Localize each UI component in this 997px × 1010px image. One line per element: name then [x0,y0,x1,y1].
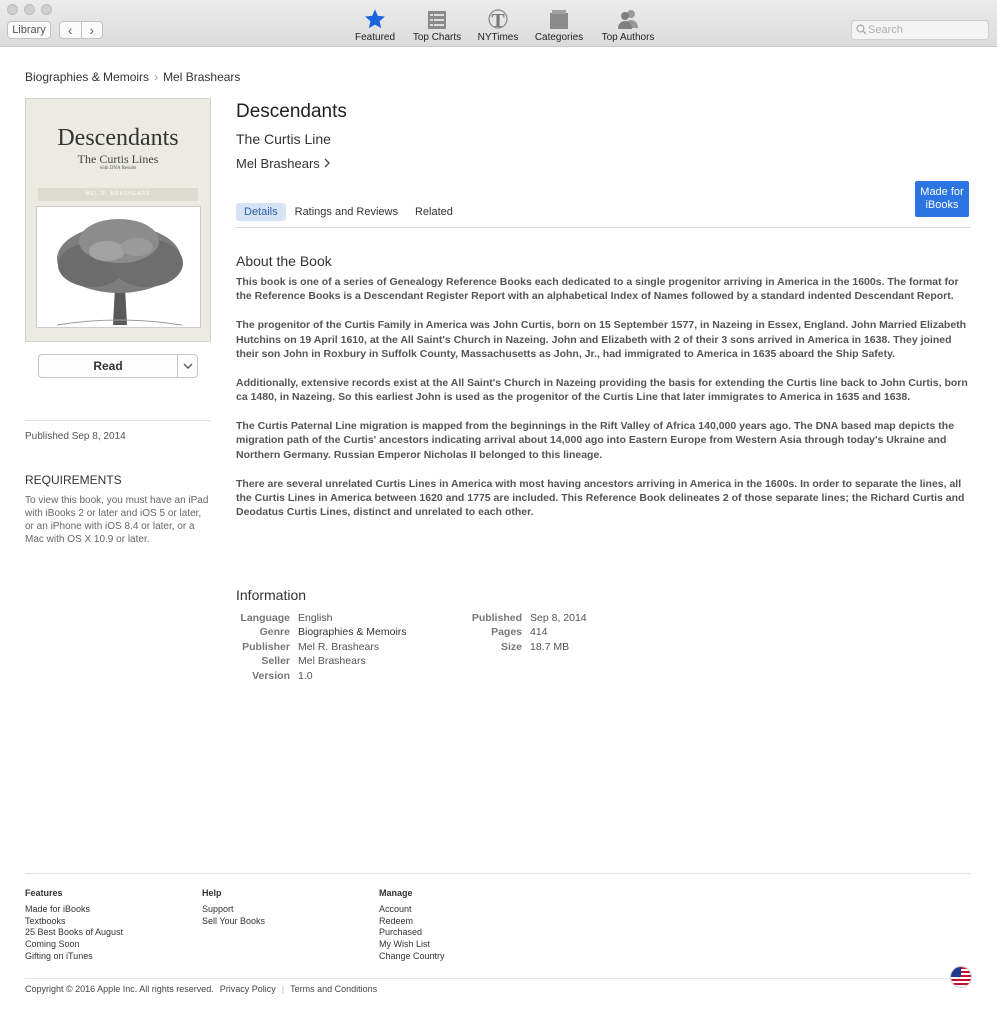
read-button[interactable] [38,354,198,378]
info-row [236,611,407,625]
detail-tabs [236,203,462,221]
about-paragraph: There are several unrelated Curtis Lines in America with most having ancestors arriving in America in the 1600s. In order to separate the lines, all the Curtis Lines in America between 1620 and 1775 are included. This Reference Book delineates 2 of those separate lines; the Richard Curtis and Deodatus Curtis Lines, distinct and unrelated to each other. [236,477,965,519]
back-button[interactable]: ‹ [67,22,73,38]
copyright-bar [25,984,377,994]
breadcrumb [25,70,240,84]
about-paragraph: The progenitor of the Curtis Family in America was John Curtis, born on 15 September 1577, in Nazeing in Essex, England. John Married Elizabeth Hutchins on 19 April 1610, at the All Saint's Church in Nazeing. John and Elizabeth with 2 of their 3 sons arrived in America in 1638. They joined their son John in Roxbury in Suffolk County, Massachusetts as John, Jr., had immigrated to America in 1635 aboard the Ship Safety. [236,319,967,361]
forward-button[interactable]: › [81,22,103,38]
tree-icon [37,207,200,327]
toolbar-item-featured[interactable]: Featured [355,6,395,43]
star-icon [364,8,386,30]
terms-link[interactable]: Terms and Conditions [290,984,378,994]
footer-column-features [25,888,123,963]
cover-subtitle: The Curtis Lines [77,152,159,166]
footer-link[interactable]: My Wish List [379,939,431,950]
requirements-heading: REQUIREMENTS [25,473,122,487]
requirements-text: To view this book, you must have an iPad with iBooks 2 or later and iOS 5 or later, or an iPhone with iOS 8.4 or later, or a Mac with OS X 10.9 or later. [25,495,209,545]
footer-divider [25,978,971,979]
toolbar-item-nytimes[interactable]: T NYTimes [477,10,519,43]
read-button-label: Read [93,359,123,373]
info-key: Published [471,612,522,624]
footer-link[interactable]: Redeem [379,915,414,926]
zoom-window-button[interactable] [41,4,52,15]
book-title: Descendants [236,101,347,122]
toolbar-item-top-charts[interactable]: Top Charts [411,6,463,43]
about-paragraph: This book is one of a series of Genealogy Reference Books each dedicated to a single progenitor arriving in America in the 1600s. The format for the Reference Books is a Descendant Register Report with an alphabetical Index of Names followed by a standard indented Descendant Report. [236,276,959,303]
cover-tree-illustration [36,206,201,328]
info-row [460,611,587,625]
footer-link[interactable]: Gifting on iTunes [25,950,93,961]
tab-details[interactable]: Details [236,203,286,221]
footer-link[interactable]: Support [202,903,234,914]
made-for-ibooks-badge: Made for iBooks [915,181,969,217]
tab-divider [236,227,971,228]
info-row [236,669,407,683]
footer-heading: Features [25,888,63,898]
footer-link[interactable]: Sell Your Books [202,915,266,926]
books-icon [548,8,570,30]
footer-link[interactable]: 25 Best Books of August [25,927,124,938]
toolbar-item-top-authors[interactable]: Top Authors [600,6,656,43]
search-icon [856,24,867,35]
information-left-table [236,611,407,683]
toolbar [0,0,997,47]
footer-column-manage [379,888,445,963]
info-row [460,625,587,639]
footer-link[interactable]: Textbooks [25,915,66,926]
footer-link[interactable]: Made for iBooks [25,903,91,914]
search-input[interactable] [851,20,989,40]
list-icon [427,10,447,30]
privacy-policy-link[interactable]: Privacy Policy [219,984,276,994]
information-right-table [460,611,587,654]
author-name: Mel Brashears [236,156,320,171]
us-flag-graphic [951,967,972,988]
footer-heading: Help [202,888,222,898]
people-icon [616,8,640,30]
info-value: Sep 8, 2014 [530,612,587,624]
nytimes-icon [487,8,509,30]
footer-separator: | [281,984,285,994]
tab-related[interactable]: Related [414,206,453,218]
info-row [460,640,587,654]
about-paragraph: The Curtis Paternal Line migration is mapped from the beginnings in the Rift Valley of Africa 140,000 years ago. The DNA based map depicts the migration path of the Curtis' ancestors indicating arrival about 14,000 ago into Eastern Europe from Western Asia through today's Ukraine and Northern Germany. Russian Emperor Nicholas II belonged to this lineage. [236,420,955,461]
info-key: Seller [261,655,290,668]
toolbar-item-categories[interactable]: Categories [533,6,585,43]
footer-link[interactable]: Purchased [379,927,423,938]
info-key: Pages [491,626,522,639]
divider [25,420,211,421]
info-row [236,654,407,668]
close-window-button[interactable] [7,4,18,15]
cover-title: Descendants [57,125,179,151]
info-key: Version [252,669,290,682]
information-heading: Information [236,587,307,603]
book-subtitle: The Curtis Line [236,131,331,147]
read-options-dropdown[interactable] [177,355,197,377]
svg-text:T: T [491,10,505,30]
info-value: 18.7 MB [530,640,570,653]
info-row [236,640,407,654]
chevron-right-icon [324,158,331,168]
published-date: Published Sep 8, 2014 [25,431,126,442]
breadcrumb-current[interactable]: Mel Brashears [163,70,241,84]
chevron-down-icon [183,363,193,369]
info-value: Mel R. Brashears [298,640,380,653]
info-value: 414 [530,626,548,639]
info-row [236,625,407,639]
about-heading: About the Book [236,253,332,269]
info-value-genre-link[interactable]: Biographies & Memoirs [298,626,407,639]
author-link[interactable] [236,156,331,171]
tab-ratings-and-reviews[interactable]: Ratings and Reviews [294,206,398,218]
book-cover[interactable] [25,98,211,342]
footer-column-help [202,888,265,927]
info-value: 1.0 [298,669,313,682]
breadcrumb-separator: › [154,70,159,84]
copyright-text: Copyright © 2016 Apple Inc. All rights reserved. [25,984,214,994]
footer-divider [25,873,971,874]
library-button[interactable]: Library [7,21,51,39]
minimize-window-button[interactable] [24,4,35,15]
breadcrumb-category-link[interactable]: Biographies & Memoirs [25,70,150,84]
info-value: English [298,612,333,624]
info-key: Size [500,640,522,653]
us-flag-icon[interactable] [950,966,972,988]
footer-link[interactable]: Change Country [379,950,445,961]
info-key: Publisher [242,640,290,653]
footer-link[interactable]: Account [379,903,412,914]
about-description [236,275,973,534]
history-navigation [59,21,103,39]
info-key: Genre [259,626,290,639]
footer-link[interactable]: Coming Soon [25,939,80,950]
info-value: Mel Brashears [298,655,366,668]
info-key: Language [240,612,290,624]
footer-heading: Manage [379,888,413,898]
cover-subtitle-small: with DNA Results [99,166,137,171]
about-paragraph: Additionally, extensive records exist at the All Saint's Church in Nazeing providing the basis for extending the Curtis line back to John Curtis, born ca 1480, in Nazeing. So this earliest John is used as the progenitor of the Curtis Line that later immigrates to America in 1635 and 1638. [236,376,968,404]
search-placeholder: Search [868,24,903,36]
cover-author: MEL R. BRASHEARS [85,191,151,197]
